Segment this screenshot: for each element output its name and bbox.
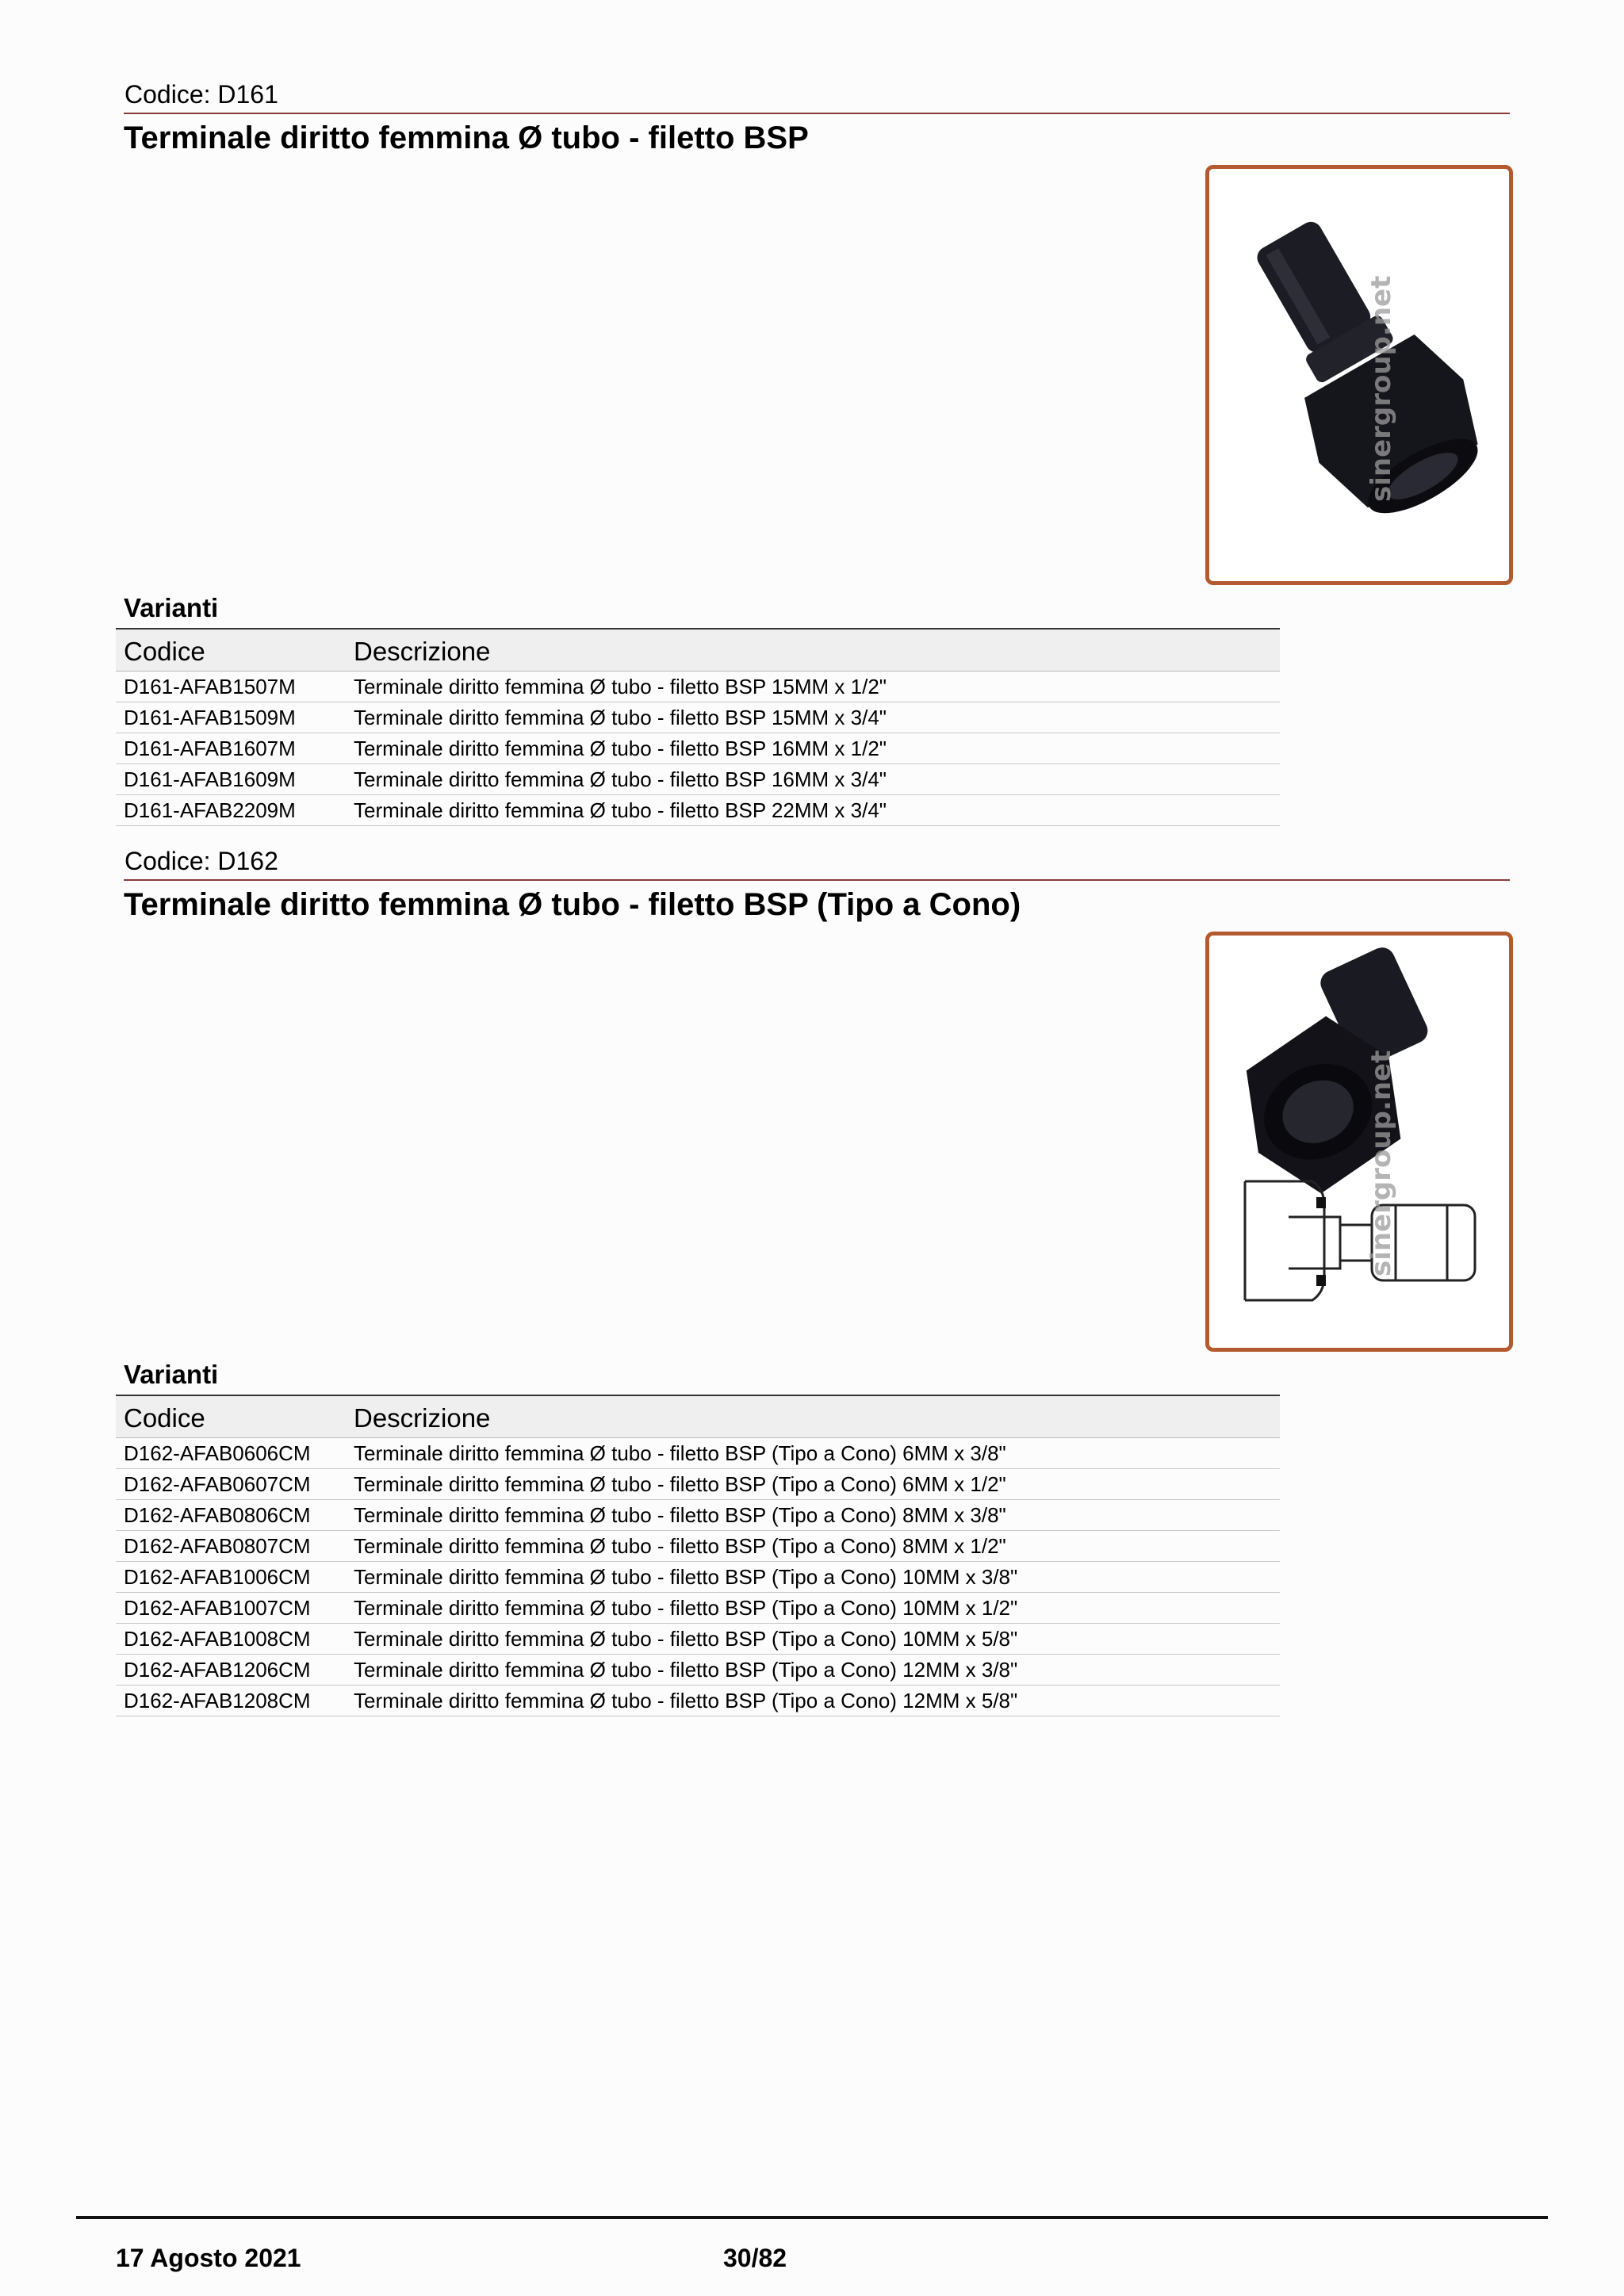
fitting-straight-female-icon — [1209, 169, 1509, 581]
variant-code-cell: D162-AFAB1006CM — [116, 1562, 346, 1593]
table-body — [116, 672, 1280, 826]
variant-description-cell: Terminale diritto femmina Ø tubo - filetto BSP (Tipo a Cono) 8MM x 1/2" — [346, 1531, 1280, 1562]
variant-code-cell: D162-AFAB1007CM — [116, 1593, 346, 1624]
variant-code-cell: D161-AFAB1509M — [116, 702, 346, 733]
table-row — [116, 1562, 1280, 1593]
variant-code-cell: D161-AFAB1607M — [116, 733, 346, 764]
variants-heading: Varianti — [124, 593, 219, 622]
product-section-d162 — [124, 846, 1510, 1712]
variant-code-cell: D161-AFAB2209M — [116, 795, 346, 826]
page-number: 30/82 — [723, 2244, 787, 2272]
table-row — [116, 1531, 1280, 1562]
table-row — [116, 672, 1280, 702]
header-descrizione: Descrizione — [346, 1395, 1280, 1438]
table-row — [116, 1655, 1280, 1686]
variant-code-cell: D162-AFAB0607CM — [116, 1469, 346, 1500]
table-row — [116, 1500, 1280, 1531]
variant-description-cell: Terminale diritto femmina Ø tubo - filetto BSP (Tipo a Cono) 6MM x 3/8" — [346, 1438, 1280, 1469]
variant-description-cell: Terminale diritto femmina Ø tubo - filetto BSP 22MM x 3/4" — [346, 795, 1280, 826]
table-row — [116, 733, 1280, 764]
header-codice: Codice — [116, 629, 346, 672]
table-body — [116, 1438, 1280, 1716]
variant-description-cell: Terminale diritto femmina Ø tubo - filetto BSP 15MM x 3/4" — [346, 702, 1280, 733]
table-row — [116, 1624, 1280, 1655]
table-row — [116, 1593, 1280, 1624]
header-codice: Codice — [116, 1395, 346, 1438]
footer-divider — [76, 2216, 1548, 2219]
table-row — [116, 1438, 1280, 1469]
variant-description-cell: Terminale diritto femmina Ø tubo - filetto BSP (Tipo a Cono) 6MM x 1/2" — [346, 1469, 1280, 1500]
table-row — [116, 795, 1280, 826]
variant-code-cell: D162-AFAB0807CM — [116, 1531, 346, 1562]
variants-table — [116, 1395, 1280, 1716]
variant-description-cell: Terminale diritto femmina Ø tubo - filetto BSP (Tipo a Cono) 12MM x 3/8" — [346, 1655, 1280, 1686]
variant-code-cell: D162-AFAB1206CM — [116, 1655, 346, 1686]
variant-description-cell: Terminale diritto femmina Ø tubo - filetto BSP (Tipo a Cono) 10MM x 3/8" — [346, 1562, 1280, 1593]
variant-description-cell: Terminale diritto femmina Ø tubo - filetto BSP (Tipo a Cono) 10MM x 1/2" — [346, 1593, 1280, 1624]
variant-description-cell: Terminale diritto femmina Ø tubo - filetto BSP (Tipo a Cono) 8MM x 3/8" — [346, 1500, 1280, 1531]
table-row — [116, 702, 1280, 733]
variants-table — [116, 628, 1280, 826]
fitting-cone-female-icon — [1209, 936, 1509, 1348]
table-row — [116, 1686, 1280, 1716]
product-photo — [1205, 932, 1513, 1352]
variant-code-cell: D162-AFAB0806CM — [116, 1500, 346, 1531]
variant-code-cell: D162-AFAB0606CM — [116, 1438, 346, 1469]
product-title: Terminale diritto femmina Ø tubo - filetto BSP — [124, 121, 809, 155]
product-code: Codice: D162 — [124, 846, 1510, 881]
product-section-d161 — [124, 79, 1510, 822]
table-row — [116, 764, 1280, 795]
variant-description-cell: Terminale diritto femmina Ø tubo - filetto BSP (Tipo a Cono) 12MM x 5/8" — [346, 1686, 1280, 1716]
header-descrizione: Descrizione — [346, 629, 1280, 672]
variant-code-cell: D161-AFAB1507M — [116, 672, 346, 702]
product-code: Codice: D161 — [124, 79, 1510, 114]
table-header-row — [116, 1395, 1280, 1438]
variant-description-cell: Terminale diritto femmina Ø tubo - filetto BSP 16MM x 1/2" — [346, 733, 1280, 764]
product-photo — [1205, 165, 1513, 585]
variant-description-cell: Terminale diritto femmina Ø tubo - filetto BSP (Tipo a Cono) 10MM x 5/8" — [346, 1624, 1280, 1655]
product-title: Terminale diritto femmina Ø tubo - filetto BSP (Tipo a Cono) — [124, 887, 1021, 922]
variant-code-cell: D162-AFAB1208CM — [116, 1686, 346, 1716]
watermark-text: sinergroup.net — [1365, 275, 1397, 502]
variant-code-cell: D162-AFAB1008CM — [116, 1624, 346, 1655]
footer-date: 17 Agosto 2021 — [116, 2244, 301, 2272]
variants-heading: Varianti — [124, 1360, 219, 1389]
variant-description-cell: Terminale diritto femmina Ø tubo - filetto BSP 15MM x 1/2" — [346, 672, 1280, 702]
variant-description-cell: Terminale diritto femmina Ø tubo - filetto BSP 16MM x 3/4" — [346, 764, 1280, 795]
table-row — [116, 1469, 1280, 1500]
table-header-row — [116, 629, 1280, 672]
variant-code-cell: D161-AFAB1609M — [116, 764, 346, 795]
watermark-text: sinergroup.net — [1365, 1050, 1397, 1276]
